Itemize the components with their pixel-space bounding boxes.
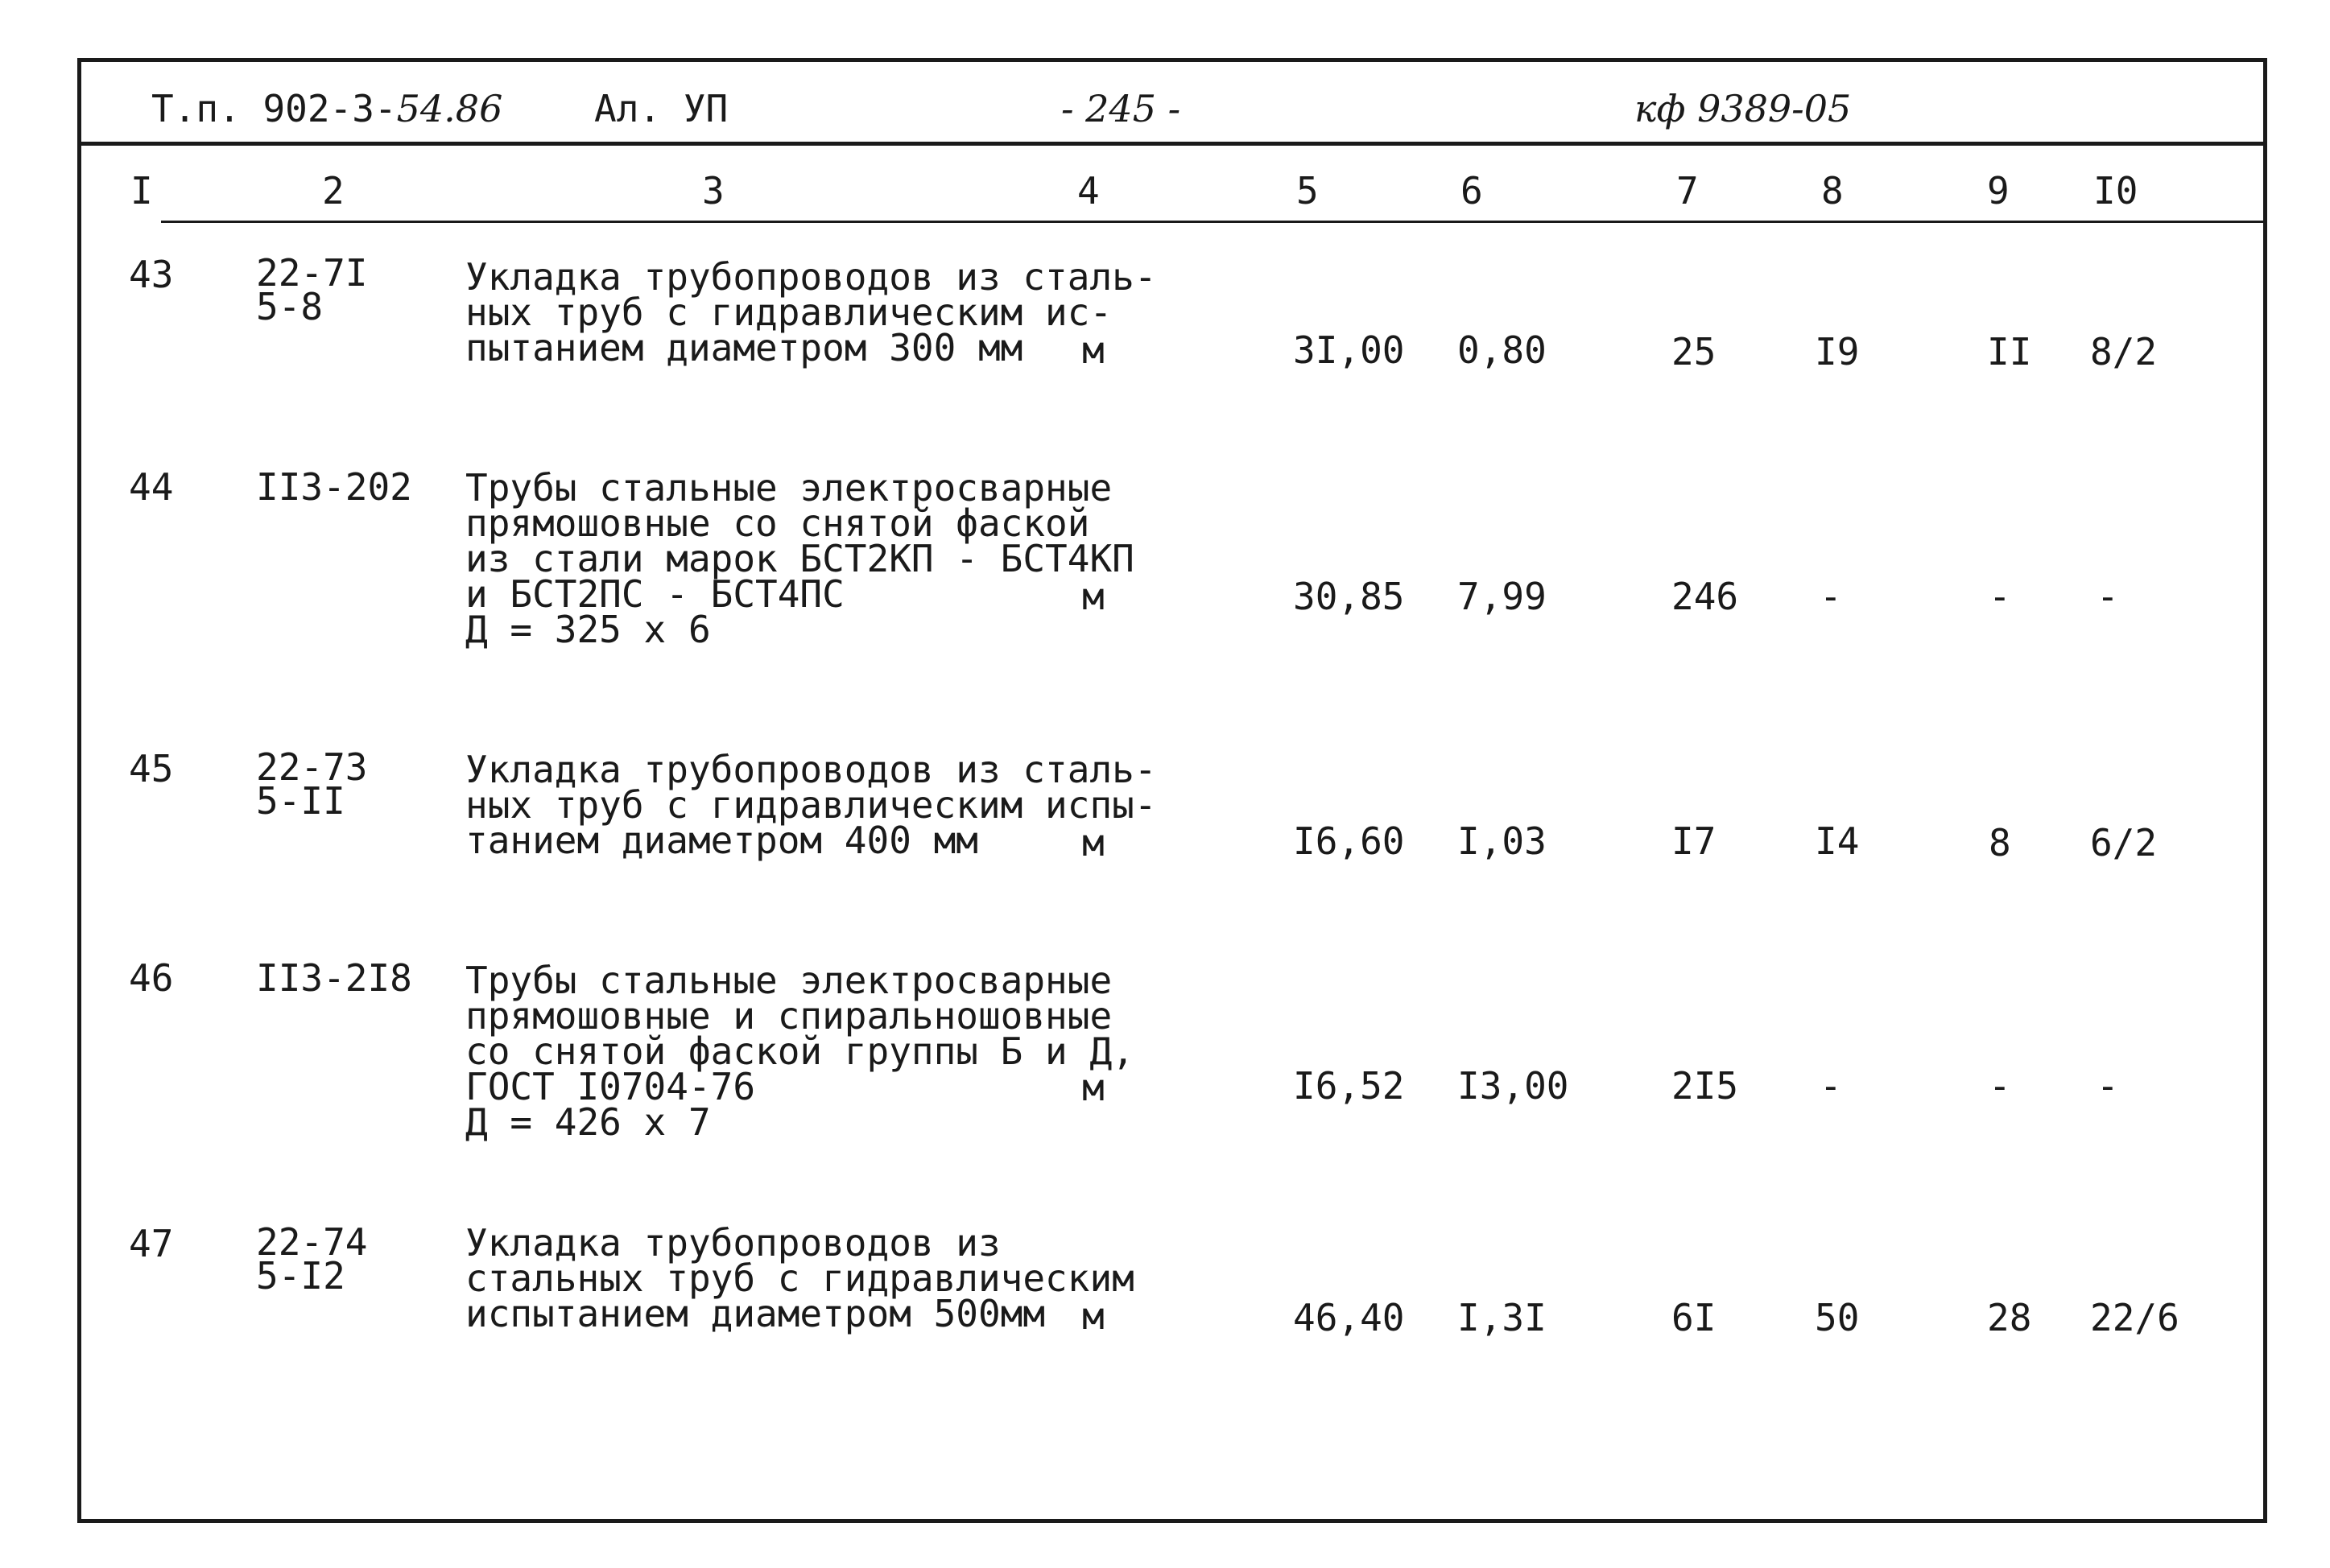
rate-code: 22-74 5-I2 bbox=[256, 1220, 368, 1298]
column-number-8: 8 bbox=[1821, 169, 1844, 213]
col5-value: I6,52 bbox=[1293, 1064, 1405, 1108]
col8-value: - bbox=[1820, 1064, 1842, 1108]
col10-value: - bbox=[2097, 575, 2119, 618]
column-number-10: I0 bbox=[2093, 169, 2138, 213]
col5-value: 30,85 bbox=[1293, 575, 1405, 618]
col5-value: I6,60 bbox=[1293, 819, 1405, 863]
col5-value: 46,40 bbox=[1293, 1296, 1405, 1339]
col7-value: 6I bbox=[1671, 1296, 1717, 1339]
header-tp-label: Т.п. 902-3- bbox=[151, 87, 397, 130]
col8-value: 50 bbox=[1815, 1296, 1860, 1339]
col8-value: I9 bbox=[1815, 330, 1860, 373]
rate-code: 22-7I 5-8 bbox=[256, 251, 368, 328]
col6-value: I3,00 bbox=[1457, 1064, 1569, 1108]
work-description: Трубы стальные электросварные прямошовные и спиральношовные со снятой фаской группы Б и Д, ГОСТ I0704-76 Д = 426 х 7 bbox=[465, 959, 1134, 1144]
row-number: 46 bbox=[129, 956, 174, 1000]
column-number-4: 4 bbox=[1077, 169, 1100, 213]
work-description: Укладка трубопроводов из стальных труб с гидравлическим испытанием диаметром 500мм bbox=[465, 1221, 1134, 1335]
work-description: Трубы стальные электросварные прямошовные со снятой фаской из стали марок БСТ2КП - БСТ4КП и БСТ2ПС - БСТ4ПС Д = 325 х 6 bbox=[465, 466, 1134, 651]
row-number: 47 bbox=[129, 1222, 174, 1265]
column-number-6: 6 bbox=[1460, 169, 1483, 213]
header-album: Ал. УП bbox=[594, 87, 729, 130]
col10-value: 8/2 bbox=[2090, 330, 2158, 373]
row-number: 45 bbox=[129, 747, 174, 790]
col9-value: - bbox=[1989, 575, 2011, 618]
unit: м bbox=[1082, 328, 1105, 372]
col10-value: - bbox=[2097, 1064, 2119, 1108]
col6-value: I,3I bbox=[1457, 1296, 1547, 1339]
col7-value: 25 bbox=[1671, 330, 1717, 373]
header-page-number: - 245 - bbox=[1061, 87, 1181, 130]
row-number: 43 bbox=[129, 253, 174, 296]
unit: м bbox=[1082, 821, 1105, 864]
page-frame bbox=[77, 58, 2267, 1523]
unit: м bbox=[1082, 575, 1105, 618]
work-description: Укладка трубопроводов из сталь- ных труб с гидравлическим ис- пытанием диаметром 300 мм bbox=[465, 255, 1157, 369]
unit: м bbox=[1082, 1066, 1105, 1109]
unit: м bbox=[1082, 1294, 1105, 1338]
col7-value: 246 bbox=[1671, 575, 1739, 618]
column-number-7: 7 bbox=[1676, 169, 1699, 213]
col10-value: 22/6 bbox=[2090, 1296, 2179, 1339]
column-number-rule bbox=[161, 221, 2267, 223]
col9-value: II bbox=[1987, 330, 2032, 373]
rate-code: II3-202 bbox=[256, 465, 412, 509]
col7-value: I7 bbox=[1671, 819, 1717, 863]
col6-value: I,03 bbox=[1457, 819, 1547, 863]
column-number-2: 2 bbox=[322, 169, 345, 213]
col9-value: 8 bbox=[1989, 821, 2011, 864]
rate-code: 22-73 5-II bbox=[256, 745, 368, 823]
column-number-1: I bbox=[130, 169, 153, 213]
header-rule bbox=[77, 142, 2267, 146]
column-number-5: 5 bbox=[1296, 169, 1319, 213]
header-tp-handwritten: 54.86 bbox=[396, 87, 503, 130]
column-number-9: 9 bbox=[1987, 169, 2010, 213]
work-description: Укладка трубопроводов из сталь- ных труб с гидравлическим испы- танием диаметром 400 мм bbox=[465, 748, 1157, 862]
col7-value: 2I5 bbox=[1671, 1064, 1739, 1108]
col8-value: I4 bbox=[1815, 819, 1860, 863]
col5-value: 3I,00 bbox=[1293, 328, 1405, 372]
header-document-code: кф 9389-05 bbox=[1634, 87, 1852, 130]
rate-code: II3-2I8 bbox=[256, 956, 412, 1000]
column-number-3: 3 bbox=[702, 169, 725, 213]
col8-value: - bbox=[1820, 575, 1842, 618]
col9-value: - bbox=[1989, 1064, 2011, 1108]
col6-value: 0,80 bbox=[1457, 328, 1547, 372]
row-number: 44 bbox=[129, 465, 174, 509]
col9-value: 28 bbox=[1987, 1296, 2032, 1339]
header-tp bbox=[151, 87, 503, 130]
col6-value: 7,99 bbox=[1457, 575, 1547, 618]
col10-value: 6/2 bbox=[2090, 821, 2158, 864]
